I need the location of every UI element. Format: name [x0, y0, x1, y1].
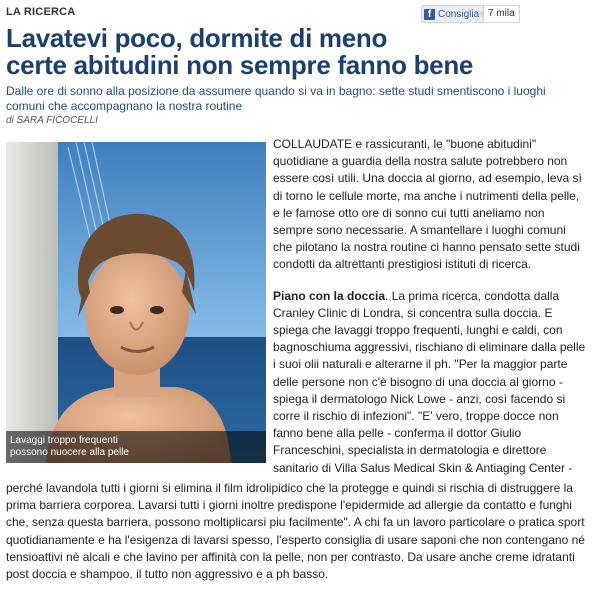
like-count: 7 mila: [483, 5, 520, 23]
article-subtitle: Dalle ore di sonno alla posizione da assumere quando si va in bagno: sette studi smentiscono i luoghi comuni che accompagnano la nostra routine: [6, 84, 546, 113]
caption-line-1: Lavaggi troppo frequenti: [10, 435, 118, 446]
article-photo: [6, 142, 266, 463]
facebook-like-button[interactable]: [421, 5, 484, 23]
section-kicker: LA RICERCA: [6, 6, 76, 18]
title-line-1: Lavatevi poco, dormite di meno: [6, 23, 388, 53]
like-label: Consiglia: [438, 8, 480, 20]
article-title: [6, 25, 586, 79]
caption-line-2: possono nuocere alla pelle: [10, 447, 129, 458]
article-body-column: [273, 136, 587, 491]
facebook-icon: f: [424, 9, 435, 20]
paragraph-1: COLLAUDATE e rassicuranti, le "buone abitudini" quotidiane a guardia della nostra salute potrebbero non essere così utili. Una doccia al giorno, ad esempio, leva sì di torno le cellule morte, ma anche i nutrimenti della pelle, e le famose otto ore di sonno cui tutti aneliamo non sempre sono necessarie. A smantellare i luoghi comuni che pilotano la nostra routine ci hanno pensato sette studi condotti da altrettanti prestigiosi istituti di ricerca.: [273, 137, 582, 272]
title-line-2: certe abitudini non sempre fanno bene: [6, 50, 474, 80]
image-caption: [6, 431, 266, 463]
article-body-continued: perché lavandola tutti i giorni si elimina il film idrolipidico che la protegge e quindi si rischia di distruggere la prima barriera corporea. Lavarsi tutti i giorni inoltre predispone l'epidermide ad allergie da contatto e funghi che, senza questa barriera, possono moltiplicarsi piu facilmente". A chi fa un lavoro particolare o pratica sport quotidianamente e ha l'esigenza di lavarsi spesso, l'esperto consiglia di usare saponi che non contengano né tensioattivi nè alcali e che lavino per affinità con la pelle, non per contrasto. Da usare anche creme idratanti post doccia e shampoo, il tutto non aggressivo e a ph basso.: [6, 481, 585, 582]
paragraph-2-lead: Piano con la doccia: [273, 288, 386, 303]
paragraph-2-text: . La prima ricerca, condotta dalla Cranley Clinic di Londra, si concentra sulla doccia. E spiega che lavaggi troppo frequenti, lunghi e caldi, con bagnoschiuma aggressivi, rischiano di eliminare dalla pelle i suoi olii naturali e alterarne il ph. "Per la maggior parte delle persone non c'è bisogno di una doccia al giorno - spiega il dermatologo Nick Lowe - anzi, così facendo si corre il rischio di infezioni". "E' vero, troppe docce non fanno bene alla pelle - conferma il dottor Giulio Franceschini, specialista in dermatologia e direttore sanitario di Villa Salus Medical Skin & Antiaging Center -: [273, 288, 586, 475]
byline: di SARA FICOCELLI: [6, 115, 98, 126]
boy-shower-illustration: [6, 142, 266, 463]
paragraph-2: [273, 288, 587, 477]
